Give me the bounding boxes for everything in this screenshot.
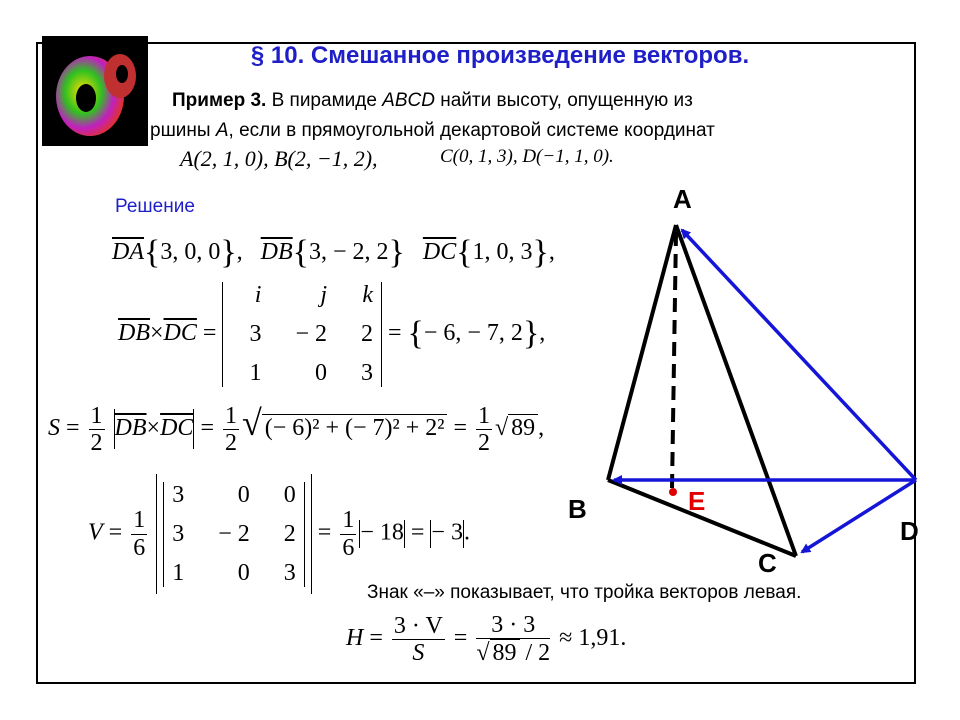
page-title: § 10. Смешанное произведение векторов. <box>250 42 750 69</box>
area-formula: S = $\frac{1}{2}$ $\overline{DB}\times\overline{DC}$ = $\frac{1}{2}$ √ (− 6)² + (− 7)² + 2² = $\frac{1}{2}$ √ 89 , <box>48 402 545 456</box>
volume-determinant: 3 0 0 3 − 2 2 1 0 3 <box>163 482 305 587</box>
label-e: E <box>688 486 706 516</box>
example-label: Пример 3. <box>172 90 267 111</box>
problem-line-1: Пример 3. В пирамиде ABCD найти высоту, опущенную из <box>172 90 693 111</box>
edge-ab <box>608 225 676 480</box>
sign-note: Знак «–» показывает, что тройка векторов левая. <box>367 582 802 603</box>
problem-line-2: ршины A, если в прямоугольной декартовой системе координат <box>150 120 715 141</box>
vector-da <box>682 230 916 480</box>
torus-logo-icon <box>42 36 148 146</box>
label-b: B <box>568 494 587 524</box>
pyramid-diagram <box>560 180 920 580</box>
vector-dc <box>802 480 916 552</box>
label-a: A <box>673 184 692 214</box>
label-d: D <box>900 516 919 546</box>
volume-formula: V = $\frac{1}{6}$ 3 0 0 3 − 2 2 1 0 3 = $\frac{1}{6}$ − 18 = − 3. <box>88 474 470 594</box>
point-e <box>669 488 677 496</box>
height-ae <box>672 232 676 488</box>
solution-label: Решение <box>115 196 195 217</box>
label-c: C <box>758 548 777 578</box>
height-formula: H = $\frac{3 \cdot V}{S}$ = $\frac{3 \cdot 3}{√ 89 / 2}$ ≈ 1,91. <box>346 612 627 667</box>
cross-product: $\overline{DB}\times\overline{DC}$ = i j k 3 − 2 2 1 0 3 = {− 6, − 7, 2}, <box>118 282 546 386</box>
vector-coordinates: $\overline{DA}\{3$, 0, 0}, $\overline{DB}\{3$, − 2, 2} $\overline{DC}\{1$, 0, 3}, <box>112 234 555 271</box>
problem-coords-2: C(0, 1, 3), D(−1, 1, 0). <box>440 146 614 167</box>
cross-determinant: i j k 3 − 2 2 1 0 3 <box>222 282 382 387</box>
problem-coords-1: A(2, 1, 0), B(2, −1, 2), <box>180 146 378 171</box>
